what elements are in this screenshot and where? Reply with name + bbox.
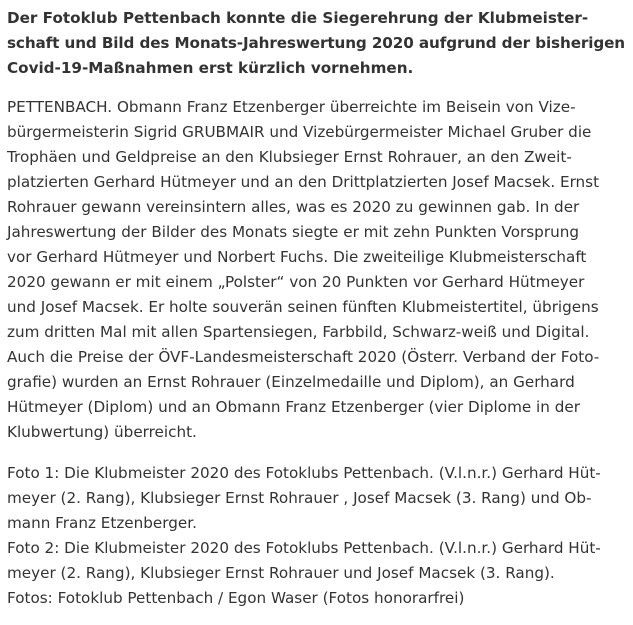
body-line: Jahreswertung der Bilder des Monats siegte er mit zehn Punkten Vorsprung — [7, 223, 579, 241]
body-line: bürgermeisterin Sigrid GRUBMAIR und Vizebürgermeister Michael Gruber die — [7, 123, 592, 141]
caption-line: Foto 1: Die Klubmeister 2020 des Fotoklubs Pettenbach. (V.l.n.r.) Gerhard Hüt- — [7, 464, 601, 482]
article-body — [7, 95, 625, 445]
body-line: Auch die Preise der ÖVF-Landesmeisterschaft 2020 (Österr. Verband der Foto- — [7, 348, 600, 366]
body-line: 2020 gewann er mit einem „Polster“ von 20 Punkten vor Gerhard Hütmeyer — [7, 273, 585, 291]
photo-credit — [7, 586, 625, 611]
body-line: Klubwertung) überreicht. — [7, 423, 197, 441]
body-line: Rohrauer gewann vereinsintern alles, was es 2020 zu gewinnen gab. In der — [7, 198, 580, 216]
body-line: vor Gerhard Hütmeyer und Norbert Fuchs. Die zweiteilige Klubmeisterschaft — [7, 248, 587, 266]
body-line: Hütmeyer (Diplom) und an Obmann Franz Etzenberger (vier Diplome in der — [7, 398, 580, 416]
body-line: und Josef Macsek. Er holte souverän seinen fünften Klubmeistertitel, übrigens — [7, 298, 599, 316]
caption-line: meyer (2. Rang), Klubsieger Ernst Rohrauer und Josef Macsek (3. Rang). — [7, 564, 555, 582]
photo-caption-1 — [7, 461, 625, 536]
lead-line: schaft und Bild des Monats-Jahreswertung 2020 aufgrund der bisherigen — [7, 34, 626, 52]
body-line: Trophäen und Geldpreise an den Klubsieger Ernst Rohrauer, an den Zweit- — [7, 148, 572, 166]
photo-caption-2 — [7, 536, 625, 586]
caption-line: mann Franz Etzenberger. — [7, 514, 197, 532]
caption-line: Fotos: Fotoklub Pettenbach / Egon Waser (Fotos honorarfrei) — [7, 589, 465, 607]
caption-line: meyer (2. Rang), Klubsieger Ernst Rohrauer , Josef Macsek (3. Rang) und Ob- — [7, 489, 592, 507]
caption-line: Foto 2: Die Klubmeister 2020 des Fotoklubs Pettenbach. (V.l.n.r.) Gerhard Hüt- — [7, 539, 601, 557]
lead-line: Covid-19-Maßnahmen erst kürzlich vornehmen. — [7, 59, 414, 77]
body-line: zum dritten Mal mit allen Spartensiegen, Farbbild, Schwarz-weiß und Digital. — [7, 323, 590, 341]
body-line: platzierten Gerhard Hütmeyer und an den Drittplatzierten Josef Macsek. Ernst — [7, 173, 600, 191]
article-lead — [7, 6, 625, 81]
body-line: grafie) wurden an Ernst Rohrauer (Einzelmedaille und Diplom), an Gerhard — [7, 373, 575, 391]
lead-line: Der Fotoklub Pettenbach konnte die Siegerehrung der Klubmeister- — [7, 9, 589, 27]
photo-captions — [7, 461, 625, 611]
body-line: PETTENBACH. Obmann Franz Etzenberger überreichte im Beisein von Vize- — [7, 98, 576, 116]
